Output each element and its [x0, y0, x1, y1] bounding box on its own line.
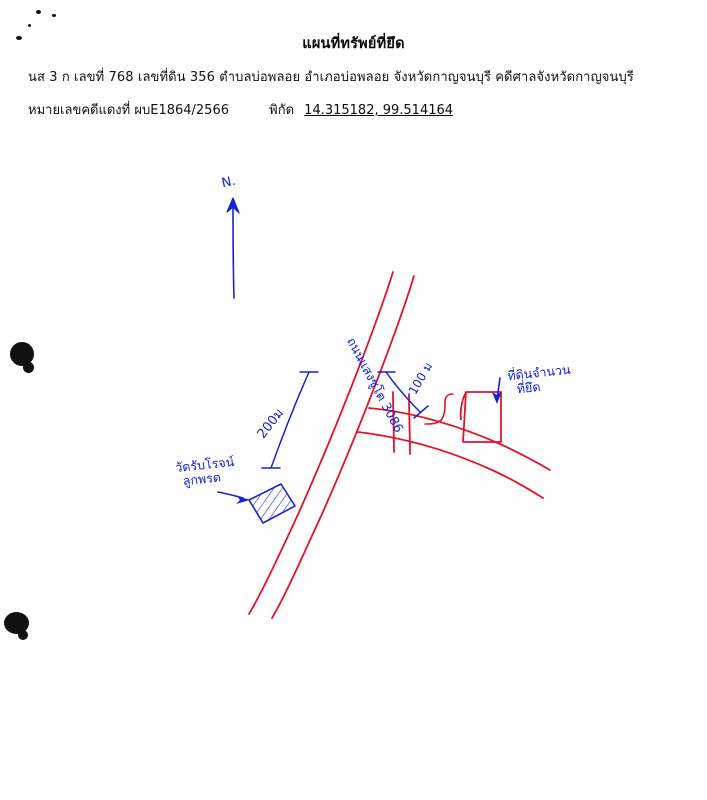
- distance-label-right: 100 ม: [405, 359, 436, 397]
- north-arrow-icon: [227, 198, 239, 298]
- landmark-label: [175, 455, 237, 490]
- seized-land-label-line1: ที่ดินจำนวน: [506, 361, 572, 384]
- road-name-label: ถนนแสงชูโต 3086: [343, 334, 407, 435]
- distance-label-left: 200ม: [254, 406, 288, 442]
- header-line-deed-info: นส 3 ก เลขที่ 768 เลขที่ดิน 356 ตำบลบ่อพลอย อำเภอบ่อพลอย จังหวัดกาญจนบุรี คดีศาลจังหวัดกาญจนบุรี: [28, 70, 634, 85]
- landmark-label-line2: ลูกพรด: [182, 469, 222, 489]
- red-case-number-label: หมายเลขคดีแดงที่ ผบE1864/2566: [28, 103, 229, 118]
- seized-parcel-outline: [461, 392, 501, 442]
- coordinate-value: 14.315182, 99.514164: [304, 103, 454, 118]
- north-label: N.: [220, 173, 238, 192]
- landmark-label-line1: วัดรับโรจน์: [174, 453, 235, 476]
- page-title: แผนที่ทรัพย์ที่ยึด: [302, 36, 405, 52]
- landmark-hatched-parcel: [249, 484, 295, 523]
- seized-land-label-line2: ที่ยึด: [516, 379, 542, 397]
- coordinate-label: พิกัด: [269, 103, 295, 118]
- main-road-red: [249, 272, 414, 618]
- landmark-arrow-icon: [218, 492, 250, 504]
